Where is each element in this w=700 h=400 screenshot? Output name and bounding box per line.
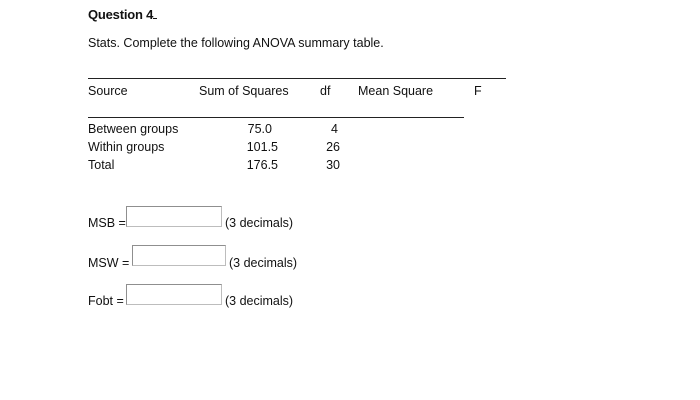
header-mean-square: Mean Square xyxy=(358,84,434,98)
fobt-hint: (3 decimals) xyxy=(225,294,294,308)
question-title-text: Question 4 xyxy=(88,7,154,22)
header-source: Source xyxy=(88,84,128,98)
msb-input[interactable] xyxy=(126,206,222,227)
row-within-ss: 101.5 xyxy=(246,140,278,154)
row-within-source: Within groups xyxy=(88,140,165,154)
msb-label: MSB = xyxy=(88,216,126,230)
question-prompt: Stats. Complete the following ANOVA summary table. xyxy=(88,36,384,50)
row-total-source: Total xyxy=(88,158,115,172)
header-sum-of-squares: Sum of Squares xyxy=(199,84,289,98)
row-total-ss: 176.5 xyxy=(246,158,278,172)
question-title xyxy=(88,6,157,22)
row-total-df: 30 xyxy=(326,158,340,172)
header-df: df xyxy=(320,84,331,98)
fobt-input[interactable] xyxy=(126,284,222,305)
msw-input[interactable] xyxy=(132,245,226,266)
row-between-ss: 75.0 xyxy=(247,122,272,136)
table-top-rule xyxy=(88,78,506,79)
fobt-label: Fobt = xyxy=(88,294,124,308)
title-underline xyxy=(153,6,157,19)
table-header-rule xyxy=(88,117,464,118)
row-between-df: 4 xyxy=(331,122,338,136)
msw-label: MSW = xyxy=(88,256,130,270)
row-between-source: Between groups xyxy=(88,122,179,136)
msw-hint: (3 decimals) xyxy=(229,256,298,270)
msb-hint: (3 decimals) xyxy=(225,216,294,230)
row-within-df: 26 xyxy=(326,140,340,154)
header-f: F xyxy=(474,84,482,98)
